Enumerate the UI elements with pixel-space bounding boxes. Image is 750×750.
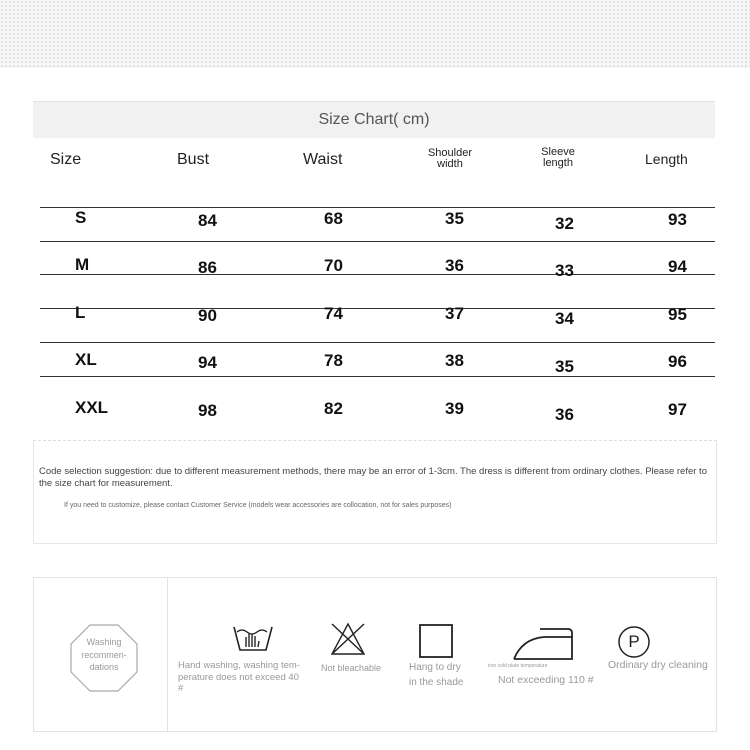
cell-waist: 82 <box>324 399 343 418</box>
cell-shoulder: 39 <box>445 399 464 418</box>
cell-length: 96 <box>668 352 687 371</box>
cell-size: XXL <box>75 398 109 417</box>
row-divider <box>40 207 715 208</box>
no-bleach-label: Not bleachable <box>321 663 382 673</box>
measurement-note: Code selection suggestion: due to different measurement methods, there may be an error of 1-3cm. The dress is different from ordinary clothes. Please refer to the size chart for measurement. <box>39 466 707 489</box>
header-sleeve-line2: length <box>543 157 573 169</box>
cell-bust: 90 <box>198 306 217 325</box>
header-sleeve-length <box>533 147 583 169</box>
iron-small-label: iron cold plate temperature <box>488 663 548 669</box>
header-shoulder-width <box>425 148 475 170</box>
hang-dry-line1: Hang to dry <box>409 662 461 673</box>
measurement-note-box <box>33 440 717 544</box>
cell-shoulder: 35 <box>445 209 464 228</box>
hand-wash-icon <box>232 623 274 653</box>
row-divider <box>40 376 715 377</box>
cell-waist: 70 <box>324 256 343 275</box>
cell-sleeve: 32 <box>555 214 574 233</box>
top-texture-banner <box>0 0 750 68</box>
badge-line1: Washing <box>86 637 122 647</box>
row-divider <box>40 308 715 309</box>
dry-clean-label: Ordinary dry cleaning <box>608 659 708 671</box>
row-divider <box>40 241 715 242</box>
cell-shoulder: 38 <box>445 351 464 370</box>
cell-size: S <box>75 208 87 227</box>
cell-bust: 84 <box>198 211 217 230</box>
hand-wash-line2: perature does not exceed 40 <box>178 671 299 683</box>
washing-recommendations-label <box>69 636 139 674</box>
cell-waist: 74 <box>324 304 343 323</box>
cell-sleeve: 35 <box>555 357 574 376</box>
header-sleeve-line1: Sleeve <box>541 146 575 158</box>
cell-shoulder: 37 <box>445 304 464 323</box>
no-bleach-icon <box>329 621 367 657</box>
hand-wash-line3: # <box>178 683 184 694</box>
size-chart-title: Size Chart( cm) <box>318 111 430 128</box>
cell-shoulder: 36 <box>445 256 464 275</box>
customize-note: If you need to customize, please contact Customer Service (models wear accessories are collocation, not for sales purposes) <box>64 502 452 509</box>
cell-length: 97 <box>668 400 687 419</box>
cell-sleeve: 36 <box>555 405 574 424</box>
hang-dry-icon <box>418 623 454 659</box>
hand-wash-line1: Hand washing, washing tem- <box>178 660 300 671</box>
badge-line3: dations <box>89 662 119 672</box>
header-bust: Bust <box>177 151 210 168</box>
header-waist: Waist <box>303 151 343 168</box>
cell-waist: 68 <box>324 209 343 228</box>
cell-length: 93 <box>668 210 687 229</box>
row-divider <box>40 274 715 275</box>
hang-dry-label <box>409 660 464 690</box>
iron-label: Not exceeding 110 # <box>498 674 594 686</box>
header-shoulder-line2: width <box>437 158 463 170</box>
dry-clean-symbol: P <box>628 632 640 651</box>
size-chart-header-bar <box>33 101 715 138</box>
care-instructions-box <box>33 577 717 732</box>
care-divider <box>167 578 168 731</box>
iron-icon <box>512 625 574 663</box>
cell-sleeve: 34 <box>555 309 574 328</box>
row-divider <box>40 342 715 343</box>
header-shoulder-line1: Shoulder <box>427 147 473 159</box>
cell-size: M <box>75 255 90 274</box>
header-length: Length <box>645 151 688 167</box>
cell-sleeve: 33 <box>555 261 574 280</box>
cell-waist: 78 <box>324 351 343 370</box>
header-size: Size <box>50 151 82 168</box>
cell-size: L <box>75 303 86 322</box>
hang-dry-line2: in the shade <box>409 677 464 688</box>
cell-bust: 86 <box>198 258 217 277</box>
badge-line2: recommen- <box>81 649 127 660</box>
hand-wash-label <box>178 660 300 695</box>
cell-length: 95 <box>668 305 687 324</box>
cell-length: 94 <box>668 257 687 276</box>
cell-bust: 98 <box>198 401 217 420</box>
cell-size: XL <box>75 350 97 369</box>
cell-bust: 94 <box>198 353 217 372</box>
